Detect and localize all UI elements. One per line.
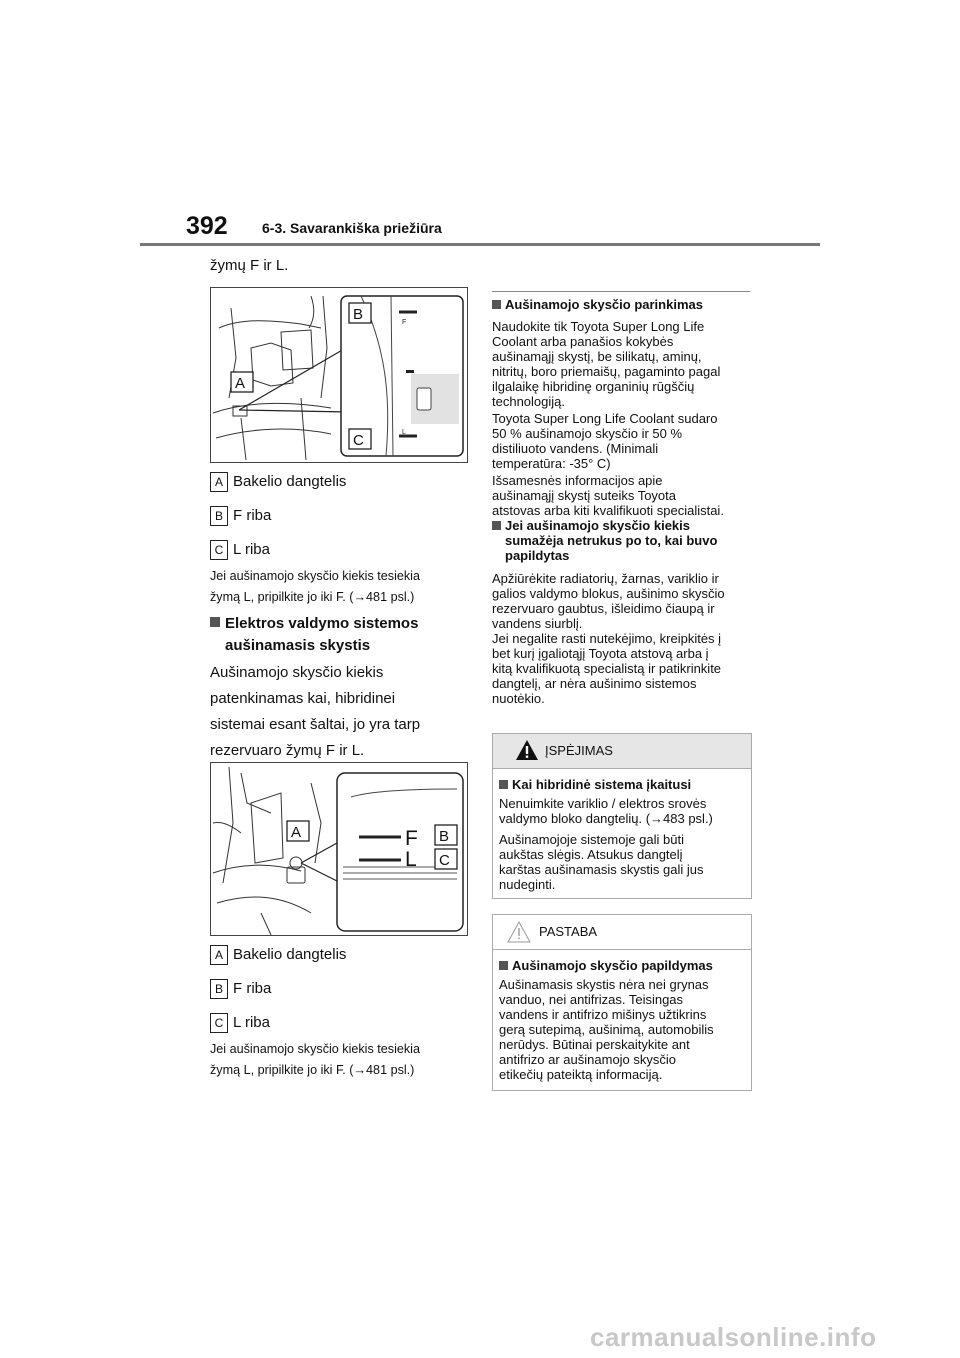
text-line: vanduo, nei antifrizas. Teisingas [499,992,684,1007]
legend2-item-c [210,1012,470,1034]
warning-header [493,734,751,769]
figure-reservoir-1 [210,287,468,463]
text-line: Apžiūrėkite radiatorių, žarnas, variklio ir [492,571,719,586]
legend-text: F riba [233,507,272,524]
legend-letter-box: C [210,540,228,560]
intro-text: žymų F ir L. [210,257,289,274]
note1-line: Jei aušinamojo skysčio kiekis tesiekia [210,569,420,583]
notice-body [493,950,751,1082]
text-line: atstovas arba kiti kvalifikuoti specialistai. [492,503,724,518]
text-line: valdymo bloko dangtelių. (→483 psl.) [499,811,713,826]
text-line: karštas aušinamasis skystis gali jus [499,862,704,877]
text-line: nerūdys. Būtinai perskaitykite ant [499,1037,690,1052]
text-line: Coolant arba panašios kokybės [492,334,674,349]
legend-letter-box: A [210,945,228,965]
coolant-selection-p2 [492,411,750,471]
text-line: Naudokite tik Toyota Super Long Life [492,319,705,334]
legend-letter-box: A [210,472,228,492]
note1-line: žymą L, pripilkite jo iki F. (→481 psl.) [210,590,415,604]
heading-line: Elektros valdymo sistemos [225,615,419,632]
text-line: bet kurį įgaliotąjį Toyota atstovą arba į [492,646,709,661]
fig2-callout-b: B [439,828,450,845]
fig2-callout-c: C [439,852,450,869]
fig2-mark-f: F [405,827,418,850]
text-line: nitritų, boro priemaišų, pagaminto pagal [492,364,721,379]
heading-coolant-drop [492,518,750,563]
coolant-selection-p1 [492,319,750,409]
heading-text: Aušinamojo skysčio parinkimas [505,297,703,312]
text-line: ilgalaikę hibridinę organinių rūgščių [492,379,695,394]
legend-letter-box: B [210,506,228,526]
text-line: distiliuoto vandens. (Minimali [492,441,659,456]
notice-heading: Aušinamojo skysčio papildymas [512,958,713,973]
legend1-item-c [210,539,470,561]
text-line: nuotėkio. [492,691,545,706]
warning-heading: Kai hibridinė sistema įkaitusi [512,777,692,792]
text-line: Aušinamojoje sistemoje gali būti [499,832,684,847]
legend1-item-a [210,471,470,493]
page-number: 392 [186,212,228,240]
para-line: rezervuaro žymų F ir L. [210,742,365,759]
coolant-selection-p3 [492,473,750,518]
text-line: Aušinamasis skystis nėra nei grynas [499,977,709,992]
text-line: vandens siurblį. [492,616,583,631]
fig2-mark-l: L [405,848,417,871]
text-line: etikečių pateiktą informaciją. [499,1067,663,1082]
square-bullet-icon [210,617,220,627]
text-line: Toyota Super Long Life Coolant sudaro [492,411,718,426]
text-line: vandens ir antifrizo mišinys užtikrins [499,1007,707,1022]
text-line: aukštas slėgis. Atsukus dangtelį [499,847,683,862]
text-line: 50 % aušinamojo skysčio ir 50 % [492,426,683,441]
header-rule [140,243,820,246]
text-line: Išsamesnės informacijos apie [492,473,663,488]
heading-text: sumažėja netrukus po to, kai buvo [505,533,718,548]
fig1-callout-a: A [235,375,246,392]
legend-text: Bakelio dangtelis [233,473,347,490]
square-bullet-icon [499,961,508,970]
section-title: 6-3. Savarankiška priežiūra [262,220,442,236]
legend-text: Bakelio dangtelis [233,946,347,963]
caution-outline-icon [507,921,531,943]
figure-reservoir-2 [210,762,468,936]
legend-letter-box: B [210,979,228,999]
text-line: dangtelį, ar nėra aušinimo sistemos [492,676,697,691]
warning-body [493,769,751,892]
fig1-mark-l: L [402,429,406,436]
watermark[interactable]: carmanualsonline.info [590,1322,877,1352]
para-line: Aušinamojo skysčio kiekis [210,664,384,681]
note1 [210,566,470,608]
text-line: antifrizo ar aušinamojo skysčio [499,1052,677,1067]
text-line: gerą sutepimą, aušinimą, automobilis [499,1022,714,1037]
square-bullet-icon [492,300,501,309]
para-line: patenkinamas kai, hibridinei [210,690,396,707]
square-bullet-icon [499,780,508,789]
text-line: technologiją. [492,394,565,409]
coolant-drop-paragraph [492,571,750,706]
legend2-item-b [210,978,470,1000]
text-line: kitą kvalifikuotą specialistą ir patikrinkite [492,661,722,676]
fig1-mark-f: F [402,319,407,326]
right-top-rule [492,291,750,292]
legend2-item-a [210,944,470,966]
warning-box [492,733,752,899]
section-heading-electric-coolant [210,613,470,657]
heading-text: Jei aušinamojo skysčio kiekis [505,518,690,533]
text-line: Jei negalite rasti nutekėjimo, kreipkitės į [492,631,722,646]
legend-text: L riba [233,1014,270,1031]
text-line: aušinamąjį skystį, be silikatų, aminų, [492,349,702,364]
text-line: temperatūra: -35° C) [492,456,611,471]
fig2-callout-a: A [291,824,302,841]
note2-line: žymą L, pripilkite jo iki F. (→481 psl.) [210,1063,415,1077]
warning-triangle-icon [515,739,539,761]
note2-line: Jei aušinamojo skysčio kiekis tesiekia [210,1042,420,1056]
warning-title: ĮSPĖJIMAS [545,743,613,758]
legend1-item-b [210,505,470,527]
legend-text: L riba [233,541,270,558]
legend-text: F riba [233,980,272,997]
text-line: aušinamąjį skystį suteiks Toyota [492,488,677,503]
text-line: nudeginti. [499,877,556,892]
engine-bay-illustration-1 [211,288,467,462]
notice-box [492,914,752,1091]
engine-bay-illustration-2 [211,763,467,935]
notice-header [493,915,751,949]
text-line: Nenuimkite variklio / elektros srovės [499,796,707,811]
text-line: rezervuaro gaubtus, išleidimo čiaupą ir [492,601,715,616]
text-line: galios valdymo blokus, aušinimo skysčio [492,586,725,601]
notice-title: PASTABA [539,924,598,939]
heading-line: aušinamasis skystis [225,637,371,654]
heading-coolant-selection [492,297,750,312]
coolant-paragraph [210,660,480,764]
fig1-callout-b: B [353,306,364,323]
heading-text: papildytas [505,548,570,563]
legend-letter-box: C [210,1013,228,1033]
note2 [210,1039,470,1081]
fig1-callout-c: C [353,432,364,449]
para-line: sistemai esant šaltai, jo yra tarp [210,716,421,733]
square-bullet-icon [492,521,501,530]
